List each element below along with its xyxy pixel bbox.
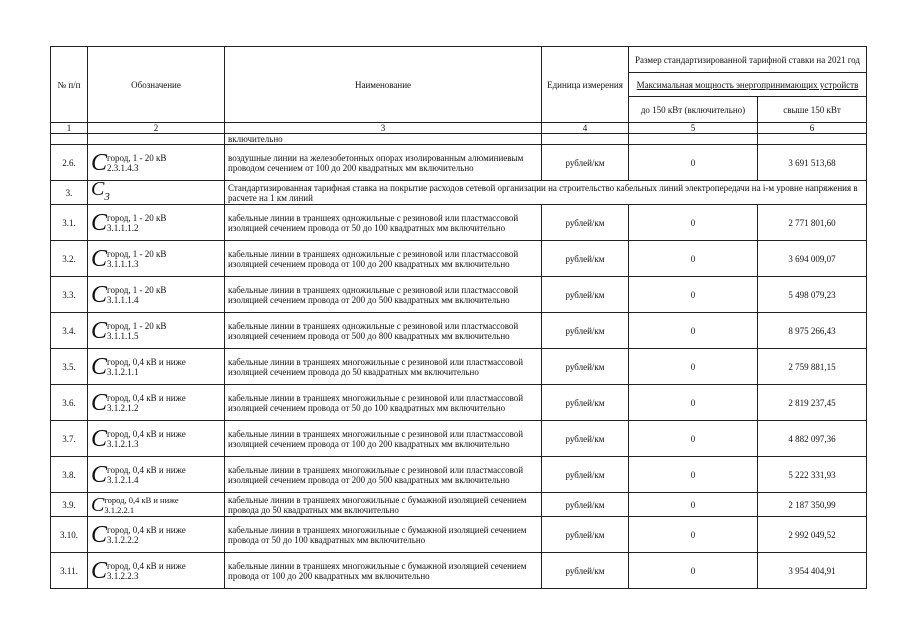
rate-symbol: C город, 1 - 20 кВ 3.1.1.1.5 [88, 313, 225, 349]
row-name: кабельные линии в траншеях многожильные с резиновой или пластмассовой изоляцией сечением провода от 50 до 100 квадратных мм включительно [225, 385, 542, 421]
row-name: кабельные линии в траншеях многожильные с резиновой или пластмассовой изоляцией сечением провода до 50 квадратных мм включительно [225, 349, 542, 385]
rate-symbol: C город, 0,4 кВ и ниже 3.1.2.1.2 [88, 385, 225, 421]
rate-symbol: C город, 0,4 кВ и ниже 3.1.2.1.4 [88, 457, 225, 493]
row-number: 2.6. [51, 145, 88, 181]
row-unit: рублей/км [542, 349, 629, 385]
section-number: 3. [51, 181, 88, 205]
row-unit: рублей/км [542, 385, 629, 421]
row-number: 3.7. [51, 421, 88, 457]
rate-symbol: C город, 1 - 20 кВ 3.1.1.1.4 [88, 277, 225, 313]
symbol-superscript: город, 1 - 20 кВ [107, 248, 167, 259]
symbol-superscript: город, 0,4 кВ и ниже [107, 428, 186, 439]
symbol-subscript: 3.1.2.2.1 [104, 504, 135, 515]
row-number: 3.9. [51, 493, 88, 517]
row-number: 3.6. [51, 385, 88, 421]
row-over150: 8 975 266,43 [758, 313, 867, 349]
row-name: кабельные линии в траншеях многожильные с бумажной изоляцией сечением провода от 50 до 100 квадратных мм включительно [225, 517, 542, 553]
row-unit: рублей/км [542, 457, 629, 493]
col-number-3: 3 [225, 123, 542, 134]
symbol-subscript: 3.1.2.2.3 [107, 570, 139, 581]
row-over150: 2 819 237,45 [758, 385, 867, 421]
table-row [51, 349, 867, 385]
row-over150: 5 498 079,23 [758, 277, 867, 313]
symbol-superscript: город, 0,4 кВ и ниже [107, 524, 186, 535]
row-up150: 0 [629, 313, 758, 349]
row-unit: рублей/км [542, 553, 629, 589]
symbol-subscript: 3.1.2.1.1 [107, 366, 139, 377]
section-symbol-subscript: 3 [104, 190, 110, 203]
row-unit: рублей/км [542, 313, 629, 349]
symbol-subscript: 3.1.2.1.3 [107, 438, 139, 449]
header-rate-group: Размер стандартизированной тарифной ставки на 2021 год [629, 47, 867, 73]
rate-symbol: C город, 1 - 20 кВ 3.1.1.1.3 [88, 241, 225, 277]
continuation-no [51, 134, 88, 145]
table-row [51, 421, 867, 457]
col-number-4: 4 [542, 123, 629, 134]
row-number: 3.8. [51, 457, 88, 493]
symbol-subscript: 3.1.1.1.5 [107, 330, 139, 341]
row-name: кабельные линии в траншеях многожильные с бумажной изоляцией сечением провода от 100 до 200 квадратных мм включительно [225, 553, 542, 589]
symbol-subscript: 3.1.1.1.3 [107, 258, 139, 269]
header-designation: Обозначение [88, 47, 225, 123]
table-row [51, 385, 867, 421]
row-unit: рублей/км [542, 145, 629, 181]
symbol-subscript: 3.1.2.2.2 [107, 534, 139, 545]
row-over150: 5 222 331,93 [758, 457, 867, 493]
symbol-subscript: 3.1.1.1.4 [107, 294, 139, 305]
table-row [51, 553, 867, 589]
row-number: 3.1. [51, 205, 88, 241]
row-name: кабельные линии в траншеях одножильные с резиновой или пластмассовой изоляцией сечением провода от 100 до 200 квадратных мм включительно [225, 241, 542, 277]
row-name: кабельные линии в траншеях одножильные с резиновой или пластмассовой изоляцией сечением провода от 50 до 100 квадратных мм включительно [225, 205, 542, 241]
row-unit: рублей/км [542, 241, 629, 277]
rate-symbol: C город, 0,4 кВ и ниже 3.1.2.1.3 [88, 421, 225, 457]
row-over150: 2 771 801,60 [758, 205, 867, 241]
rate-symbol: C город, 1 - 20 кВ 2.3.1.4.3 [88, 145, 225, 181]
table-row [51, 313, 867, 349]
row-up150: 0 [629, 517, 758, 553]
rate-symbol: C город, 0,4 кВ и ниже 3.1.2.1.1 [88, 349, 225, 385]
row-number: 3.11. [51, 553, 88, 589]
col-number-2: 2 [88, 123, 225, 134]
symbol-subscript: 3.1.2.1.2 [107, 402, 139, 413]
section-title: Стандартизированная тарифная ставка на покрытие расходов сетевой организации на строительство кабельных линий электропередачи на i-м уровне напряжения в расчете на 1 км линий [225, 181, 867, 205]
table-row [51, 457, 867, 493]
row-up150: 0 [629, 205, 758, 241]
table-row [51, 517, 867, 553]
continuation-up150 [629, 134, 758, 145]
row-over150: 3 954 404,91 [758, 553, 867, 589]
symbol-superscript: город, 1 - 20 кВ [107, 320, 167, 331]
header-up150: до 150 кВт (включительно) [629, 97, 758, 123]
row-over150: 4 882 097,36 [758, 421, 867, 457]
symbol-superscript: город, 1 - 20 кВ [107, 152, 167, 163]
rate-symbol: C город, 1 - 20 кВ 3.1.1.1.2 [88, 205, 225, 241]
rate-symbol: C город, 0,4 кВ и ниже 3.1.2.2.2 [88, 517, 225, 553]
row-name: воздушные линии на железобетонных опорах изолированным алюминиевым проводом сечением от 100 до 200 квадратных мм включительно [225, 145, 542, 181]
symbol-subscript: 3.1.1.1.2 [107, 222, 139, 233]
section-symbol-letter: C [91, 180, 105, 200]
row-up150: 0 [629, 241, 758, 277]
col-number-1: 1 [51, 123, 88, 134]
header-over150: свыше 150 кВт [758, 97, 867, 123]
symbol-superscript: город, 0,4 кВ и ниже [107, 464, 186, 475]
row-up150: 0 [629, 385, 758, 421]
header-name: Наименование [225, 47, 542, 123]
table-row [51, 493, 867, 517]
col-number-6: 6 [758, 123, 867, 134]
row-over150: 2 992 049,52 [758, 517, 867, 553]
symbol-superscript: город, 1 - 20 кВ [107, 284, 167, 295]
symbol-superscript: город, 0,4 кВ и ниже [104, 494, 179, 505]
rate-symbol: C город, 0,4 кВ и ниже 3.1.2.2.3 [88, 553, 225, 589]
row-up150: 0 [629, 145, 758, 181]
row-up150: 0 [629, 349, 758, 385]
row-up150: 0 [629, 421, 758, 457]
row-over150: 3 691 513,68 [758, 145, 867, 181]
row-number: 3.10. [51, 517, 88, 553]
row-over150: 2 187 350,99 [758, 493, 867, 517]
row-unit: рублей/км [542, 277, 629, 313]
table-body [51, 205, 867, 589]
row-over150: 2 759 881,15 [758, 349, 867, 385]
row-unit: рублей/км [542, 421, 629, 457]
row-number: 3.2. [51, 241, 88, 277]
row-name: кабельные линии в траншеях многожильные с резиновой или пластмассовой изоляцией сечением провода от 200 до 500 квадратных мм включительно [225, 457, 542, 493]
row-name: кабельные линии в траншеях одножильные с резиновой или пластмассовой изоляцией сечением провода от 200 до 500 квадратных мм включительно [225, 277, 542, 313]
symbol-superscript: город, 0,4 кВ и ниже [107, 356, 186, 367]
section-symbol [88, 181, 225, 205]
symbol-superscript: город, 0,4 кВ и ниже [107, 392, 186, 403]
continuation-unit [542, 134, 629, 145]
symbol-subscript: 3.1.2.1.4 [107, 474, 139, 485]
table-row [51, 277, 867, 313]
row-number: 3.4. [51, 313, 88, 349]
col-number-5: 5 [629, 123, 758, 134]
header-power-group: Максимальная мощность энергопринимающих устройств [629, 73, 867, 97]
symbol-superscript: город, 0,4 кВ и ниже [107, 560, 186, 571]
row-up150: 0 [629, 277, 758, 313]
header-no: № п/п [51, 47, 88, 123]
row-unit: рублей/км [542, 205, 629, 241]
row-number: 3.3. [51, 277, 88, 313]
row-up150: 0 [629, 493, 758, 517]
rate-symbol: C город, 0,4 кВ и ниже 3.1.2.2.1 [88, 493, 225, 517]
row-name: кабельные линии в траншеях одножильные с резиновой или пластмассовой изоляцией сечением провода от 500 до 800 квадратных мм включительно [225, 313, 542, 349]
table-row [51, 205, 867, 241]
table-row [51, 241, 867, 277]
symbol-superscript: город, 1 - 20 кВ [107, 212, 167, 223]
row-name: кабельные линии в траншеях многожильные с бумажной изоляцией сечением провода до 50 квадратных мм включительно [225, 493, 542, 517]
row-up150: 0 [629, 457, 758, 493]
tariff-table [50, 46, 867, 589]
row-over150: 3 694 009,07 [758, 241, 867, 277]
continuation-sym [88, 134, 225, 145]
row-unit: рублей/км [542, 493, 629, 517]
continuation-text: включительно [225, 134, 542, 145]
row-name: кабельные линии в траншеях многожильные с резиновой или пластмассовой изоляцией сечением провода от 100 до 200 квадратных мм включительно [225, 421, 542, 457]
row-number: 3.5. [51, 349, 88, 385]
row-unit: рублей/км [542, 517, 629, 553]
continuation-over150 [758, 134, 867, 145]
row-up150: 0 [629, 553, 758, 589]
header-unit: Единица измерения [542, 47, 629, 123]
symbol-subscript: 2.3.1.4.3 [107, 162, 139, 173]
